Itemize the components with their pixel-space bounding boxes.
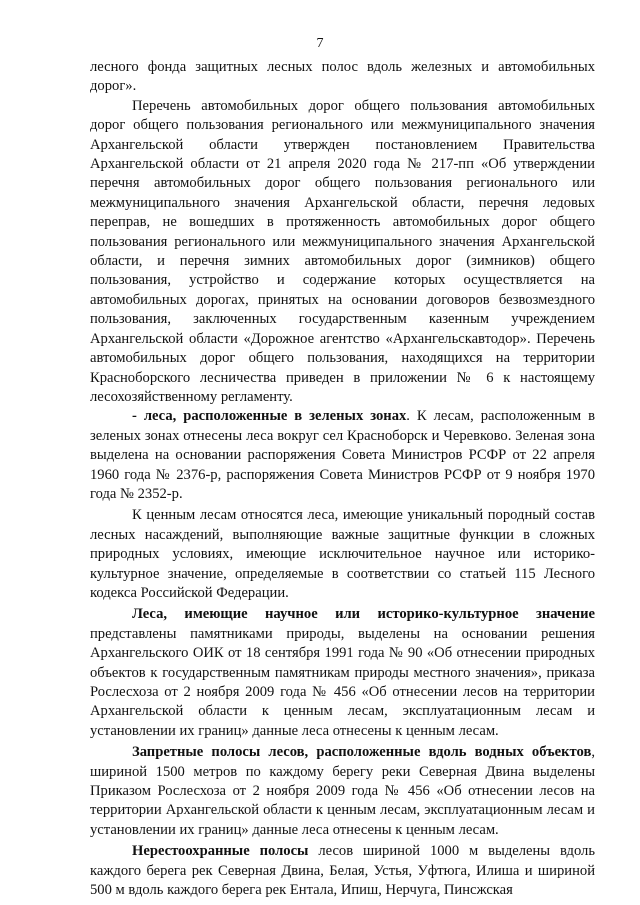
paragraph-text: К ценным лесам относятся леса, имеющие уникальный породный состав лесных насаждений, выполняющие важные защитные функции в сложных природных условиях, имеющие исключительное научное или историко-культурное значение, определяемые в соответствии со статьей 115 Лесного кодекса Российской Федерации. (90, 507, 595, 601)
paragraph-heading: Запретные полосы лесов, расположенные вдоль водных объектов (132, 744, 592, 761)
paragraph-text: лесов шириной 1000 м выделены вдоль каждого берега рек Северная Двина, Белая, Устья, Уфтюга, Илиша и шириной 500 м вдоль каждого берега рек Ентала, Ипиш, Нерчуга, Пинсжская (90, 843, 595, 899)
paragraph-green-zones (90, 407, 595, 504)
paragraph-heading: Леса, имеющие научное или историко-культурное значение (132, 606, 595, 623)
document-body (90, 58, 595, 900)
paragraph-scientific-forests (90, 605, 595, 741)
paragraph-forbidden-strips (90, 743, 595, 840)
paragraph-road-list (90, 97, 595, 408)
paragraph-text: Перечень автомобильных дорог общего пользования автомобильных дорог общего пользования регионального или межмуниципального значения Архангельской области утвержден постановлением Правительства Архангельской области от 21 апреля 2020 года № 217-пп «Об утверждении перечня автомобильных дорог общего пользования регионального или межмуниципального значения Архангельской области, перечня ледовых переправ, не вошедших в протяженность автомобильных дорог общего пользования регионального или межмуниципального значения Архангельской области, и перечня зимних автомобильных дорог (зимников) общего пользования, устройство и содержание которых осуществляется на автомобильных дорогах, принятых на основании договоров безвозмездного пользования, заключенных государственным казенным учреждением Архангельской области «Дорожное агентство «Архангельскавтодор». Перечень автомобильных дорог общего пользования, находящихся на территории Красноборского лесничества приведен в приложении № 6 к настоящему лесохозяйственному регламенту. (90, 97, 595, 405)
page-number: 7 (316, 36, 324, 51)
paragraph-heading: - леса, расположенные в зеленых зонах (132, 408, 407, 425)
paragraph-text: . К лесам, расположенным в зеленых зонах отнесены леса вокруг сел Красноборск и Черевково. Зеленая зона выделена на основании распоряжения Совета Министров РСФР от 22 апреля 1960 года № 2376-р, распоряжения Совета Министров РСФР от 9 ноября 1970 года № 2352-р. (90, 408, 595, 502)
paragraph-continuation (90, 58, 595, 97)
paragraph-text: представлены памятниками природы, выделены на основании решения Архангельского ОИК от 18 сентября 1991 года № 90 «Об отнесении природных объектов к государственным памятникам природы местного значения», приказа Рослесхоза от 2 ноября 2009 года № 456 «Об отнесении лесов на территории Архангельской области к ценным лесам, эксплуатационным лесам и установлении их границ» данные леса отнесены к ценным лесам. (90, 625, 595, 739)
paragraph-heading: Нерестоохранные полосы (132, 843, 309, 860)
paragraph-valuable-forests (90, 506, 595, 603)
paragraph-text: , шириной 1500 метров по каждому берегу реки Северная Двина выделены Приказом Рослесхоза от 2 ноября 2009 года № 456 «Об отнесении лесов на территории Архангельской области к ценным лесам, эксплуатационным лесам и установлении их границ» данные леса отнесены к ценным лесам. (90, 744, 595, 838)
paragraph-spawning-strips (90, 842, 595, 900)
paragraph-text: лесного фонда защитных лесных полос вдоль железных и автомобильных дорог». (90, 59, 595, 95)
